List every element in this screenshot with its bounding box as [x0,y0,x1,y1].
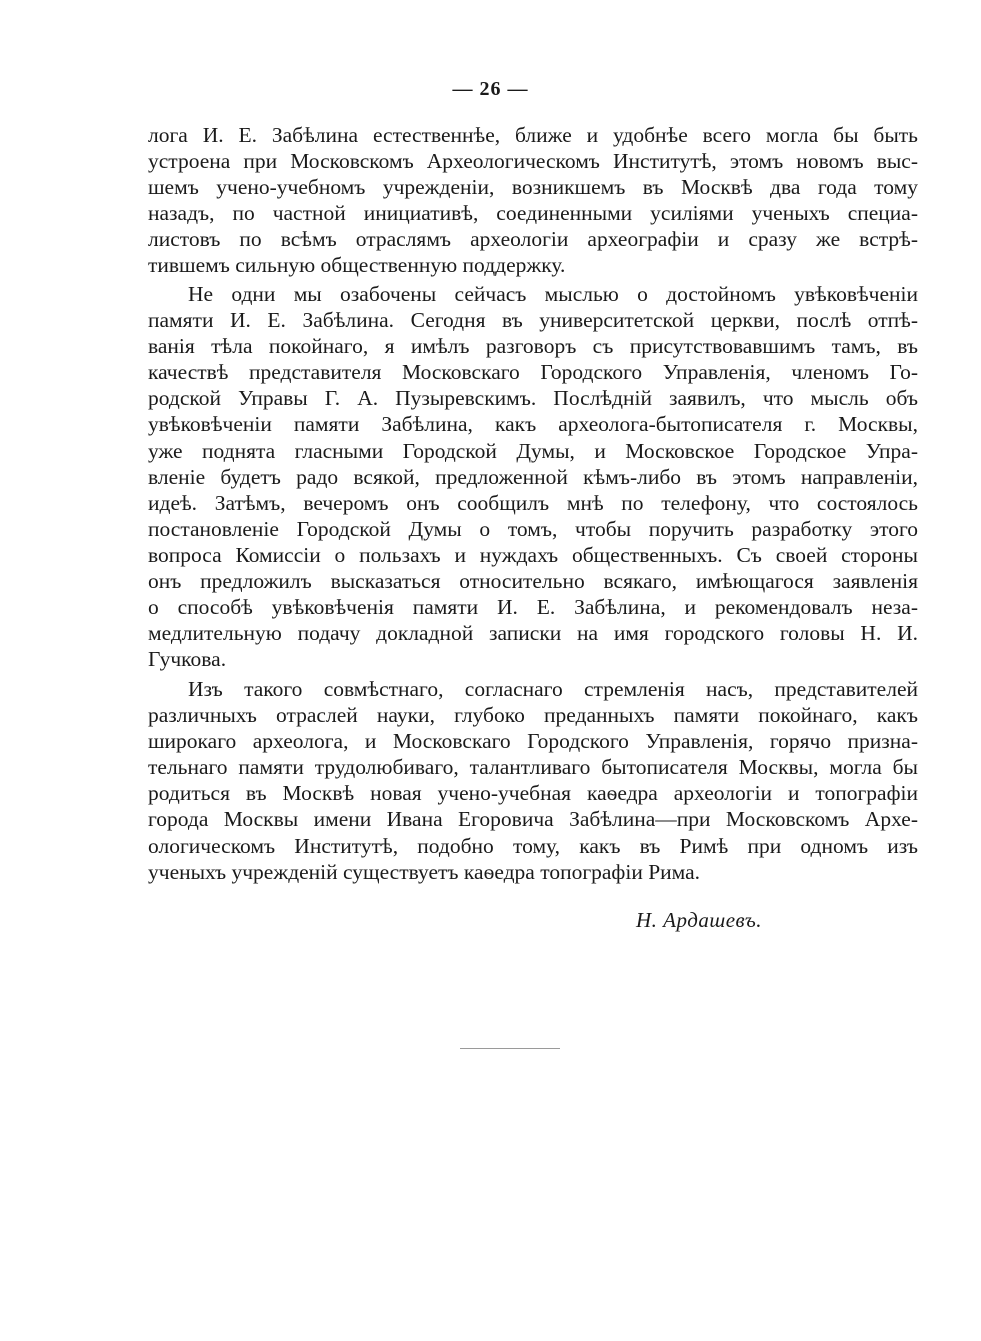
text-line: о способѣ увѣковѣченiя памяти И. Е. Забѣлина, и рекомендовалъ неза- [148,595,918,620]
text-line: вопроса Комиссiи о пользахъ и нуждахъ общественныхъ. Съ своей стороны [148,542,918,567]
paragraph-1 [148,122,918,279]
paragraph-2 [148,281,918,672]
text-line: города Москвы имени Ивана Егоровича Забѣлина—при Московскомъ Архе- [148,807,918,832]
text-line: онъ предложилъ высказаться относительно всякаго, имѣющагося заявленiя [148,569,918,594]
text-line: Гучкова. [148,647,227,672]
text-line: ванiя тѣла покойнаго, я имѣлъ разговоръ съ присутствовавшимъ тамъ, въ [148,334,918,359]
text-line: родиться въ Москвѣ новая учено-учебная каѳедра археологiи и топографiи [148,781,918,806]
text-line: лога И. Е. Забѣлина естественнѣе, ближе и удобнѣе всего могла бы быть [148,123,918,147]
paragraph-3 [148,676,918,885]
text-line: шемъ учено-учебномъ учрежденiи, возникшемъ въ Москвѣ два года тому [148,175,918,200]
text-line: различныхъ отраслей науки, глубоко преданныхъ памяти покойнаго, какъ [148,703,918,728]
text-line: тившемъ сильную общественную поддержку. [148,253,566,278]
text-line: назадъ, по частной инициативѣ, соединенными усилiями ученыхъ специа- [148,201,918,226]
page-number: — 26 — [452,78,529,100]
text-line: качествѣ представителя Московскаго Городского Управленiя, членомъ Го- [148,360,918,385]
text-line: листовъ по всѣмъ отраслямъ археологiи археографiи и сразу же встрѣ- [148,227,918,252]
text-line: вленiе будетъ радо всякой, предложенной кѣмъ-либо въ этомъ направленiи, [148,464,918,489]
text-line: медлительную подачу докладной записки на имя городского головы Н. И. [148,621,918,646]
text-line: Изъ такого совмѣстнаго, согласнаго стремленiя насъ, представителей [188,677,918,701]
divider-rule [460,1048,560,1049]
text-line: широкаго археолога, и Московскаго Городского Управленiя, горячо призна- [148,729,918,754]
text-line: устроена при Московскомъ Археологическомъ Институтѣ, этомъ новомъ выс- [148,149,918,174]
text-line: родской Управы Г. А. Пузыревскимъ. Послѣднiй заявилъ, что мысль объ [148,386,918,411]
author-signature: Н. Ардашевъ. [636,908,763,932]
text-line: уже поднята гласными Городской Думы, и Московское Городское Упра- [148,438,918,463]
text-line: увѣковѣченiи памяти Забѣлина, какъ археолога-бытописателя г. Москвы, [148,412,918,437]
text-line: ученыхъ учрежденiй существуетъ каѳедра топографiи Рима. [148,859,701,884]
text-line: постановленiе Городской Думы о томъ, чтобы поручить разработку этого [148,516,918,541]
text-line: идеѣ. Затѣмъ, вечеромъ онъ сообщилъ мнѣ по телефону, что состоялось [148,490,918,515]
text-line: тельнаго памяти трудолюбиваго, талантливаго бытописателя Москвы, могла бы [148,755,918,780]
text-line: Не одни мы озабочены сейчасъ мыслью о достойномъ увѣковѣченiи [188,282,918,306]
text-line: памяти И. Е. Забѣлина. Сегодня въ университетской церкви, послѣ отпѣ- [148,308,918,333]
text-line: ологическомъ Институтѣ, подобно тому, какъ въ Римѣ при одномъ изъ [148,833,918,858]
